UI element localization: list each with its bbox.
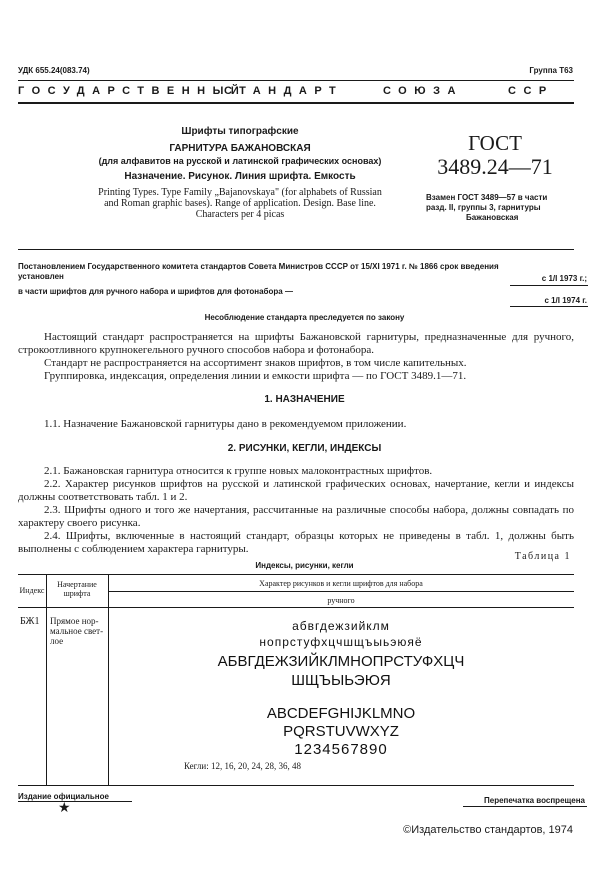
decree-line-3a: в части шрифтов для ручного набора и шрифтов для фотонабора — <box>18 287 293 296</box>
replaces-line-3: Бажановская <box>466 213 519 222</box>
replaces-line-1: Взамен ГОСТ 3489—57 в части <box>426 193 548 202</box>
specimen-lower-2: нопрстуфхцчшщъыьэюяё <box>259 635 423 649</box>
row-sizes: Кегли: 12, 16, 20, 24, 28, 36, 48 <box>184 761 301 771</box>
standard-banner <box>18 85 574 99</box>
section-1-heading: 1. НАЗНАЧЕНИЕ <box>264 394 345 405</box>
section-2-item-2: 2.2. Характер рисунков шрифтов на русской и латинской графических основах, начертание, кегли и индексы должны соответствовать табл. 1 и 2. <box>18 478 574 503</box>
banner-word-3: СОЮЗА <box>383 85 463 97</box>
col-header-style <box>46 580 108 598</box>
section-1-paragraph: 1.1. Назначение Бажановской гарнитуры дано в рекомендуемом приложении. <box>44 418 407 430</box>
specimen-digits: 1234567890 <box>294 741 388 758</box>
english-line-3: Characters per 4 picas <box>195 209 285 220</box>
section-2-item-4: 2.4. Шрифты, включенные в настоящий стандарт, образцы которых не приведены в табл. 1, должны быть выполнены с соблюдением характера гарнитуры. <box>18 530 574 555</box>
legal-notice: Несоблюдение стандарта преследуется по закону <box>204 313 405 322</box>
title-line-3: (для алфавитов на русской и латинской графических основах) <box>98 156 382 166</box>
edition-note: Издание официальное <box>18 792 109 801</box>
intro-paragraph-1: Настоящий стандарт распространяется на шрифты Бажановской гарнитуры, предназначенные для ручного, строкоотливного крупнокегельного ручного способов набора и фотонабора. <box>18 331 574 356</box>
specimen-latin-2: PQRSTUVWXYZ <box>283 723 399 740</box>
section-2-item-1: 2.1. Бажановская гарнитура относится к группе новых малоконтрастных шрифтов. <box>44 465 433 477</box>
decree-line-2a: установлен <box>18 272 64 281</box>
section-2-heading: 2. РИСУНКИ, КЕГЛИ, ИНДЕКСЫ <box>227 443 382 454</box>
gost-word: ГОСТ <box>468 131 522 155</box>
row-style-1: Прямое нор- <box>50 616 99 626</box>
col-header-style-2: шрифта <box>63 589 91 598</box>
intro-paragraph-2: Стандарт не распространяется на ассортимент знаков шрифтов, в том числе капительных. <box>44 357 467 369</box>
col-header-character: Характер рисунков и кегли шрифтов для набора <box>259 579 423 588</box>
copyright: ©Издательство стандартов, 1974 <box>403 824 573 836</box>
banner-word-1: ГОСУДАРСТВЕННЫЙ <box>18 85 247 97</box>
decree-rule <box>18 249 574 250</box>
col-header-index: Индекс <box>19 586 45 595</box>
section-1-body <box>18 418 574 431</box>
row-index: БЖ1 <box>20 616 40 627</box>
gost-block <box>410 132 580 180</box>
type-specimen <box>108 618 574 759</box>
title-line-1: Шрифты типографские <box>181 126 299 137</box>
udk-code: УДК 655.24(083.74) <box>18 66 90 75</box>
specimen-latin-1: ABCDEFGHIJKLMNO <box>266 705 416 722</box>
section-2-item-3: 2.3. Шрифты одного и того же начертания, рассчитанные на различные способы набора, должны совпадать по характеру своего рисунка. <box>18 504 574 529</box>
intro <box>18 331 574 383</box>
section-2-body <box>18 465 574 556</box>
replaces-note <box>426 193 586 223</box>
col-header-style-1: Начертание <box>57 580 97 589</box>
replaces-line-2: разд. II, группы 3, гарнитуры <box>426 203 541 212</box>
banner-word-2: СТАНДАРТ <box>224 85 344 97</box>
decree-date-1-rule <box>510 285 588 286</box>
gost-number: 3489.24—71 <box>437 154 553 179</box>
title-block <box>70 126 410 220</box>
english-title <box>70 187 410 220</box>
row-style <box>50 616 103 646</box>
table-label: Таблица 1 <box>514 551 571 562</box>
banner-bottom-rule <box>18 102 574 104</box>
english-line-2: and Roman graphic bases). Range of application. Design. Base line. <box>104 198 376 209</box>
decree-date-2: с 1/I 1974 г. <box>544 296 587 305</box>
decree-date-1: с 1/I 1973 г.; <box>541 274 587 283</box>
banner-top-rule <box>18 80 574 81</box>
row-style-3: лое <box>50 636 64 646</box>
banner-word-4: ССР <box>508 85 554 97</box>
decree-date-2-rule <box>510 306 588 307</box>
intro-paragraph-3: Группировка, индексация, определения линии и емкости шрифта — по ГОСТ 3489.1—71. <box>44 370 467 382</box>
english-line-1: Printing Types. Type Family „Bajanovskaya" (for alphabets of Russian <box>98 187 382 198</box>
title-line-2: ГАРНИТУРА БАЖАНОВСКАЯ <box>169 143 311 154</box>
reprint-note: Перепечатка воспрещена <box>484 796 585 805</box>
star-icon: ★ <box>58 801 71 816</box>
col-header-manual: ручного <box>327 596 355 605</box>
table-1 <box>18 574 574 786</box>
group-code: Группа Т63 <box>529 66 573 75</box>
title-line-4: Назначение. Рисунок. Линия шрифта. Емкость <box>124 171 356 182</box>
decree-line-1: Постановлением Государственного комитета стандартов Совета Министров СССР от 15/XI 1971 г. № 1866 срок введения <box>18 262 499 271</box>
specimen-upper-1: АБВГДЕЖЗИЙКЛМНОПРСТУФХЦЧ <box>217 653 465 670</box>
table-caption: Индексы, рисунки, кегли <box>255 561 354 570</box>
row-style-2: мальное свет- <box>50 626 104 636</box>
specimen-upper-2: ШЩЪЫЬЭЮЯ <box>291 672 391 689</box>
specimen-lower-1: абвгдежзийклм <box>292 619 390 633</box>
